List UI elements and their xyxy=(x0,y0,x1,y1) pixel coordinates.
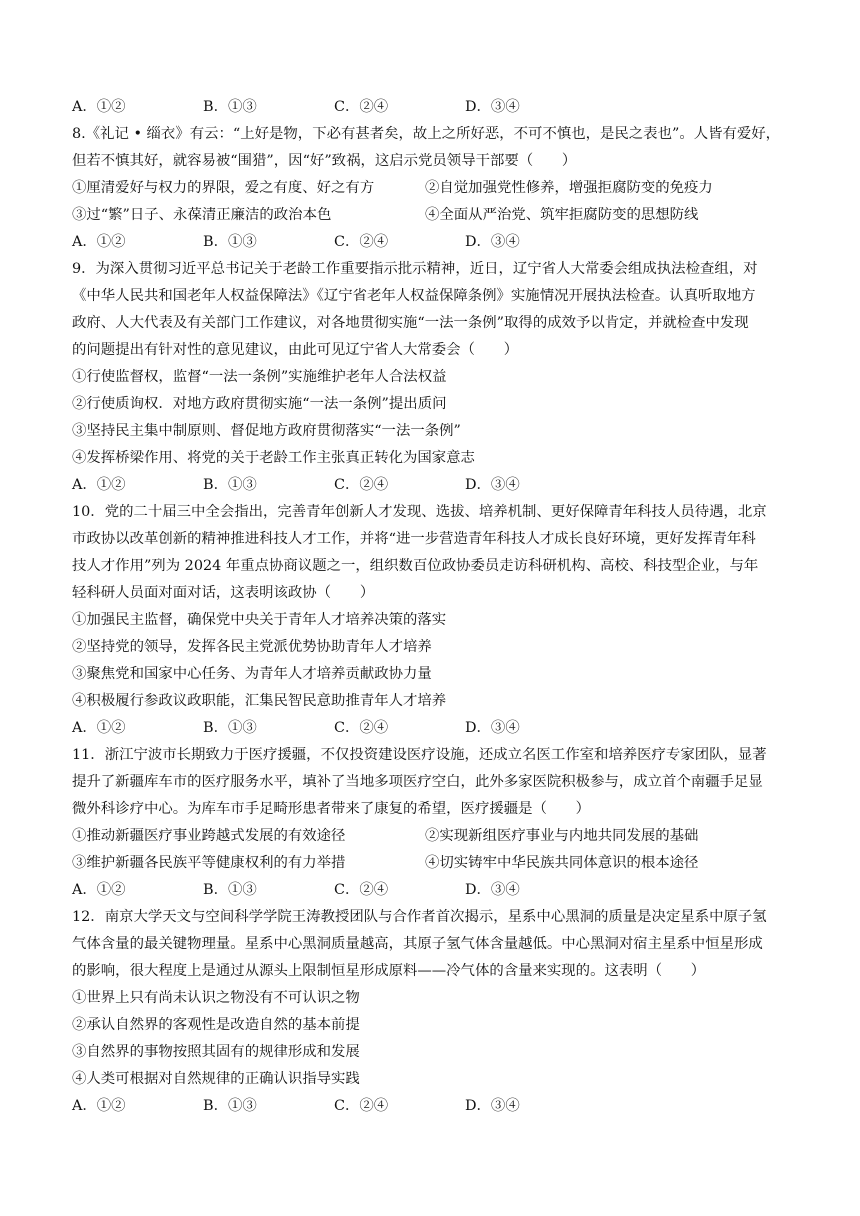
q12-item-3: ③自然界的事物按照其固有的规律形成和发展 xyxy=(72,1044,360,1060)
q10-stem-line: 市政协以改革创新的精神推进科技人才工作，并将“进一步营造青年科技人才成长良好环境，更好发挥青年科 xyxy=(72,531,756,547)
q11-stem-line: 11．浙江宁波市长期致力于医疗援疆，不仅投资建设医疗设施，还成立名医工作室和培养医疗专家团队，显著 xyxy=(72,747,767,763)
q8-options xyxy=(72,232,788,252)
q12-options xyxy=(72,1096,788,1116)
q10-stem-line: 轻科研人员面对面对话，这表明该政协（ ） xyxy=(72,585,375,601)
option-d: D．③④ xyxy=(465,99,520,115)
option-d: D．③④ xyxy=(465,1098,520,1114)
option-b: B．①③ xyxy=(203,882,257,898)
q9-item-1: ①行使监督权，监督“一法一条例”实施维护老年人合法权益 xyxy=(72,369,447,385)
q8-item-1: ①厘清爱好与权力的界限，爱之有度、好之有方 xyxy=(72,180,375,196)
q10-item-3: ③聚焦党和国家中心任务、为青年人才培养贡献政协力量 xyxy=(72,666,432,682)
option-a: A．①② xyxy=(72,882,126,898)
q10-item-1: ①加强民主监督，确保党中央关于青年人才培养决策的落实 xyxy=(72,612,447,628)
q9-stem-line: 政府、人大代表及有关部门工作建议，对各地贯彻实施“一法一条例”取得的成效予以肯定，并就检查中发现 xyxy=(72,315,749,331)
option-a: A．①② xyxy=(72,234,126,250)
q11-stem-line: 微外科诊疗中心。为库车市手足畸形患者带来了康复的希望，医疗援疆是（ ） xyxy=(72,801,591,817)
q9-item-3: ③坚持民主集中制原则、督促地方政府贯彻落实“一法一条例” xyxy=(72,423,461,439)
q9-stem-line: 《中华人民共和国老年人权益保障法》《辽宁省老年人权益保障条例》实施情况开展执法检查。认真听取地方 xyxy=(72,288,756,304)
q10-options xyxy=(72,718,788,738)
q12-item-2: ②承认自然界的客观性是改造自然的基本前提 xyxy=(72,1017,360,1033)
q12-item-1: ①世界上只有尚未认识之物没有不可认识之物 xyxy=(72,990,360,1006)
q8-stem-line: 但若不慎其好，就容易被“围猎”，因“好”致祸，这启示党员领导干部要（ ） xyxy=(72,153,577,169)
q11-options xyxy=(72,880,788,900)
q11-item-2: ②实现新组医疗事业与内地共同发展的基础 xyxy=(425,828,699,844)
q11-item-1: ①推动新疆医疗事业跨越式发展的有效途径 xyxy=(72,828,346,844)
q11-stem-line: 提升了新疆库车市的医疗服务水平，填补了当地多项医疗空白，此外多家医院积极参与，成立首个南疆手足显 xyxy=(72,774,763,790)
q11-item-3: ③维护新疆各民族平等健康权利的有力举措 xyxy=(72,855,346,871)
q11-items-row xyxy=(72,826,788,846)
option-c: C．②④ xyxy=(334,1098,389,1114)
option-a: A．①② xyxy=(72,1098,126,1114)
option-a: A．①② xyxy=(72,720,126,736)
q7-options xyxy=(72,97,788,117)
q9-stem-line: 的问题提出有针对性的意见建议，由此可见辽宁省人大常委会（ ） xyxy=(72,342,519,358)
option-b: B．①③ xyxy=(203,234,257,250)
q12-stem-line: 气体含量的最关键物理量。星系中心黑洞质量越高，其原子氢气体含量越低。中心黑洞对宿主星系中恒星形成 xyxy=(72,936,763,952)
option-b: B．①③ xyxy=(203,720,257,736)
option-b: B．①③ xyxy=(203,99,257,115)
option-c: C．②④ xyxy=(334,477,389,493)
q11-item-4: ④切实铸牢中华民族共同体意识的根本途径 xyxy=(425,855,699,871)
q8-stem-line: 8.《礼记 • 缁衣》有云：“上好是物，下必有甚者矣，故上之所好恶，不可不慎也，是民之表也”。人皆有爱好， xyxy=(72,126,781,142)
q9-item-2: ②行使质询权．对地方政府贯彻实施“一法一条例”提出质问 xyxy=(72,396,447,412)
q9-item-4: ④发挥桥梁作用、将党的关于老龄工作主张真正转化为国家意志 xyxy=(72,450,475,466)
option-c: C．②④ xyxy=(334,720,389,736)
option-c: C．②④ xyxy=(334,882,389,898)
q10-item-4: ④积极履行参政议政职能，汇集民智民意助推青年人才培养 xyxy=(72,693,447,709)
q12-item-4: ④人类可根据对自然规律的正确认识指导实践 xyxy=(72,1071,360,1087)
q11-items-row xyxy=(72,853,788,873)
option-c: C．②④ xyxy=(334,99,389,115)
option-d: D．③④ xyxy=(465,882,520,898)
q12-stem-line: 12．南京大学天文与空间科学学院王涛教授团队与合作者首次揭示，星系中心黑洞的质量是决定星系中原子氢 xyxy=(72,909,767,925)
q8-item-3: ③过“繁”日子、永葆清正廉洁的政治本色 xyxy=(72,207,332,223)
q9-options xyxy=(72,475,788,495)
option-b: B．①③ xyxy=(203,477,257,493)
option-b: B．①③ xyxy=(203,1098,257,1114)
q9-stem-line: 9．为深入贯彻习近平总书记关于老龄工作重要指示批示精神，近日，辽宁省人大常委会组成执法检查组，对 xyxy=(72,261,758,277)
q10-stem-line: 10．党的二十届三中全会指出，完善青年创新人才发现、选拔、培养机制、更好保障青年科技人员待遇，北京 xyxy=(72,504,767,520)
q8-items-row xyxy=(72,178,788,198)
option-d: D．③④ xyxy=(465,720,520,736)
q10-item-2: ②坚持党的领导，发挥各民主党派优势协助青年人才培养 xyxy=(72,639,432,655)
option-d: D．③④ xyxy=(465,477,520,493)
q12-stem-line: 的影响，很大程度上是通过从源头上限制恒星形成原料——冷气体的含量来实现的。这表明（ ） xyxy=(72,963,706,979)
q8-item-2: ②自觉加强党性修养，增强拒腐防变的免疫力 xyxy=(425,180,713,196)
option-d: D．③④ xyxy=(465,234,520,250)
q8-items-row xyxy=(72,205,788,225)
q10-stem-line: 技人才作用”列为 2024 年重点协商议题之一，组织数百位政协委员走访科研机构、高校、科技型企业，与年 xyxy=(72,558,759,574)
option-a: A．①② xyxy=(72,477,126,493)
option-a: A．①② xyxy=(72,99,126,115)
q8-item-4: ④全面从严治党、筑牢拒腐防变的思想防线 xyxy=(425,207,699,223)
option-c: C．②④ xyxy=(334,234,389,250)
